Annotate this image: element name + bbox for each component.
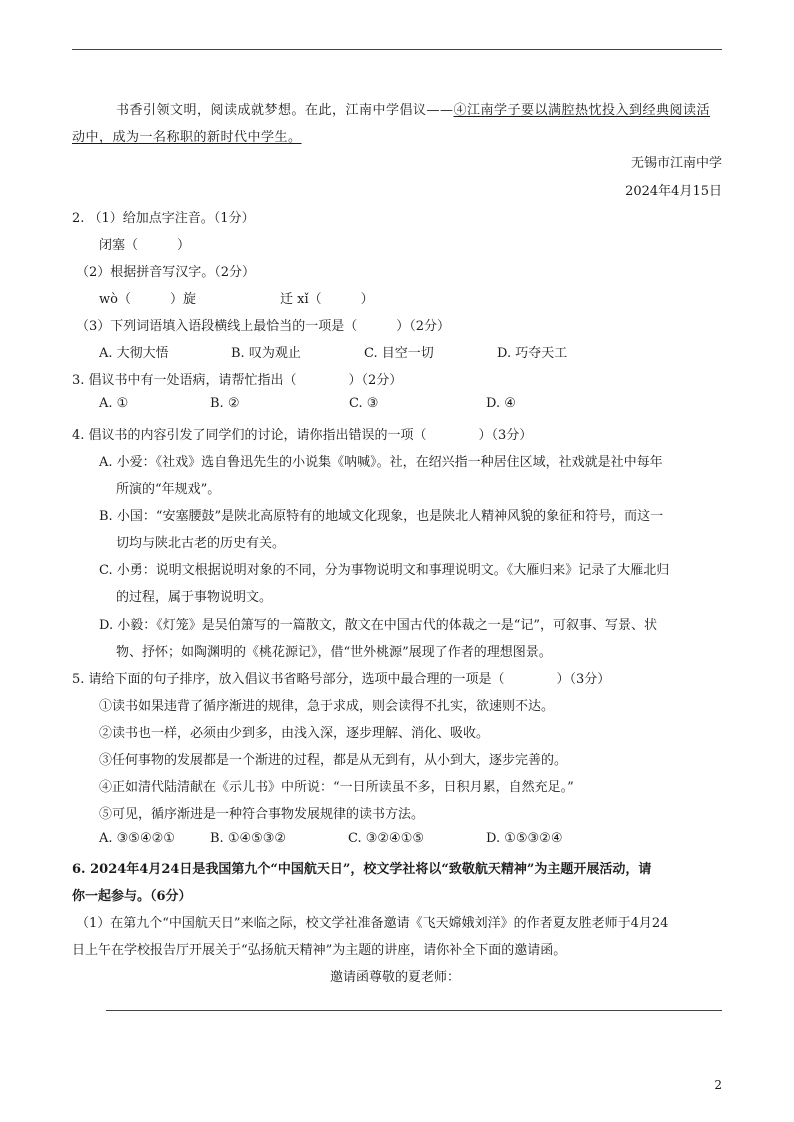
proposal-text: 书香引领文明，阅读成就梦想。在此，江南中学倡议—— [116,103,454,118]
q3-option-b: B. ② [210,396,240,411]
proposal-line-2: 动中，成为一名称职的新时代中学生。 [72,130,302,145]
q4-option-d-line-1: D. 小毅：《灯笼》是吴伯箫写的一篇散文，散文在中国古代的体裁之一是“记”，可叙事、写景、状 [99,618,658,633]
q3-option-c: C. ③ [349,396,379,411]
q4-option-c-line-2: 的过程，属于事物说明文。 [116,590,273,605]
proposal-date: 2024年4月15日 [625,184,722,199]
q2-option-a: A. 大彻大悟 [99,346,169,361]
q6-title-line-2: 你一起参与。（6分） [72,889,192,904]
q5-sentence-2: ②读书也一样，必须由少到多，由浅入深，逐步理解、消化、吸收。 [99,726,490,741]
q2-sub3-title: （3）下列词语填入语段横线上最恰当的一项是（ ）（2分） [76,319,451,334]
q3-option-a: A. ① [99,396,129,411]
q4-title: 4. 倡议书的内容引发了同学们的讨论，请你指出错误的一项（ ）（3分） [72,428,533,443]
q4-option-d-line-2: 物、抒怀；如陶渊明的《桃花源记》，借“世外桃源”展现了作者的理想图景。 [116,645,552,660]
proposal-signature: 无锡市江南中学 [630,156,722,171]
proposal-marked-sentence: ④江南学子要以满腔热忱投入到经典阅读活 [453,103,711,118]
header-rule [72,49,722,50]
q6-sub1-line-1: （1）在第九个“中国航天日”来临之际，校文学社准备邀请《飞天嫦娥刘洋》的作者夏友胜老师于4月24 [76,916,669,931]
q2-option-d: D. 巧夺天工 [497,346,568,361]
q5-sentence-5: ⑤可见，循序渐进是一种符合事物发展规律的读书方法。 [99,807,425,822]
q4-option-b-line-1: B. 小国：“安塞腰鼓”是陕北高原特有的地域文化现象，也是陕北人精神风貌的象征和符号，而这一 [99,509,664,524]
q2-title: 2. （1）给加点字注音。（1分） [72,211,255,226]
invitation-heading: 邀请函尊敬的夏老师： [330,970,461,985]
footer-rule [106,1010,722,1011]
q2-option-b: B. 叹为观止 [231,346,301,361]
q4-option-c-line-1: C. 小勇：说明文根据说明对象的不同，分为事物说明文和事理说明文。《大雁归来》记录了大雁北归 [99,563,670,578]
q5-title: 5. 请给下面的句子排序，放入倡议书省略号部分，选项中最合理的一项是（ ）（3分） [72,672,611,687]
q3-option-d: D. ④ [486,396,516,411]
q4-option-a-line-2: 所演的“年规戏”。 [116,482,221,497]
q2-sub2-title: （2）根据拼音写汉字。（2分） [76,265,256,280]
q3-title: 3. 倡议书中有一处语病，请帮忙指出（ ）（2分） [72,373,403,388]
page-number: 2 [714,1078,722,1092]
q2-item-1: 闭塞（ ） [99,238,191,253]
q5-sentence-3: ③任何事物的发展都是一个渐进的过程，都是从无到有，从小到大，逐步完善的。 [99,753,568,768]
q5-option-b: B. ①④⑤③② [210,831,287,846]
q5-option-c: C. ③②④①⑤ [348,831,425,846]
q2-sub2-item-1: wò（ ）旋 [99,292,196,307]
q2-sub2-item-2: 迁 xǐ（ ） [280,292,374,307]
q5-option-d: D. ①⑤③②④ [486,831,563,846]
q5-sentence-4: ④正如清代陆清献在《示儿书》中所说：“一日所读虽不多，日积月累，自然充足。” [99,780,574,795]
q5-sentence-1: ①读书如果违背了循序渐进的规律，急于求成，则会读得不扎实，欲速则不达。 [99,699,555,714]
q6-sub1-line-2: 日上午在学校报告厅开展关于“弘扬航天精神”为主题的讲座，请你补全下面的邀请函。 [72,943,567,958]
q4-option-b-line-2: 切均与陕北古老的历史有关。 [116,536,286,551]
q5-option-a: A. ③⑤④②① [99,831,175,846]
q4-option-a-line-1: A. 小爱：《社戏》选自鲁迅先生的小说集《呐喊》。社，在绍兴指一种居住区域，社戏就是社中每年 [99,455,663,470]
q6-title-line-1: 6. 2024年4月24日是我国第九个“中国航天日”，校文学社将以“致敬航天精神”为主题开展活动，请 [72,862,652,877]
proposal-line-1 [116,99,710,118]
q2-option-c: C. 目空一切 [364,346,434,361]
